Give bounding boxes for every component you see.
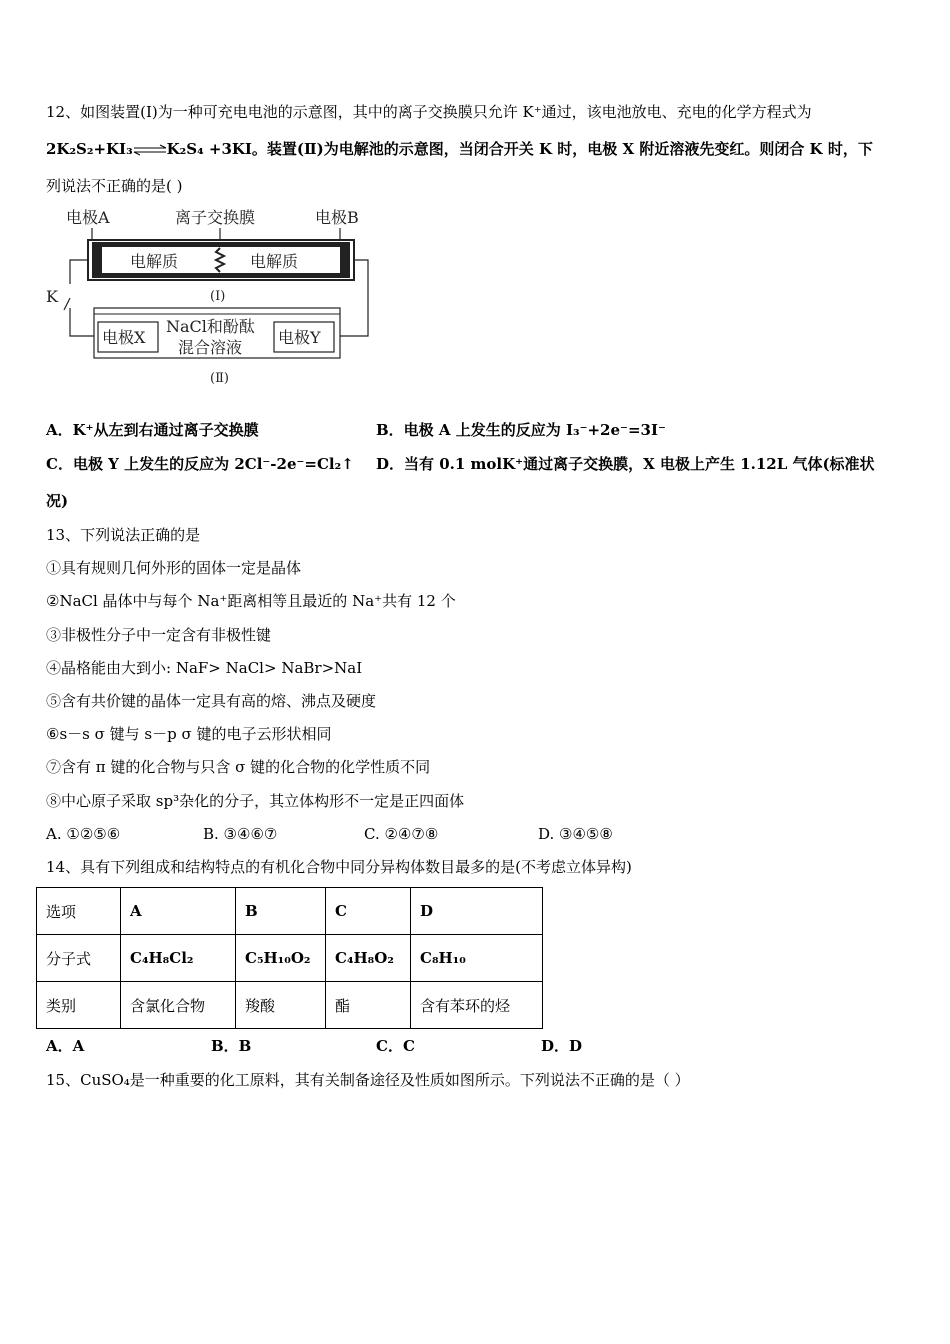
membrane-label: 离子交换膜	[175, 208, 256, 227]
q13-option-b: B. ③④⑥⑦	[203, 825, 278, 843]
electrode-b-label: 电极B	[315, 208, 359, 227]
q14-option-d: D．D	[541, 1037, 583, 1055]
electrode-b	[340, 242, 350, 278]
q12-option-d: D．当有 0.1 molK⁺通过离子交换膜，X 电极上产生 1.12L 气体(标准状	[376, 455, 875, 473]
q12-option-a: A．K⁺从左到右通过离子交换膜	[46, 421, 259, 439]
q14-option-c: C．C	[376, 1037, 415, 1055]
table-cell: D	[411, 888, 543, 935]
table-cell: C₄H₈O₂	[326, 935, 411, 982]
q12-option-b: B．电极 A 上发生的反应为 I₃⁻+2e⁻=3I⁻	[376, 421, 666, 439]
table-cell: C₄H₈Cl₂	[121, 935, 236, 982]
q13-title: 13、下列说法正确的是	[46, 526, 201, 544]
device-1-label: (Ⅰ)	[210, 289, 226, 304]
table-cell: C₅H₁₀O₂	[236, 935, 326, 982]
q13-statement: ⑤含有共价键的晶体一定具有高的熔、沸点及硬度	[46, 692, 377, 710]
table-cell: 酯	[326, 982, 411, 1029]
q13-statement: ①具有规则几何外形的固体一定是晶体	[46, 559, 302, 577]
electrolyte-left-label: 电解质	[130, 252, 179, 271]
q14-option-a: A．A	[46, 1037, 85, 1055]
table-cell: B	[236, 888, 326, 935]
electrode-a	[92, 242, 102, 278]
electrode-a-label: 电极A	[66, 208, 110, 227]
table-cell: 含氯化合物	[121, 982, 236, 1029]
q13-statement: ⑧中心原子采取 sp³杂化的分子，其立体构形不一定是正四面体	[46, 792, 465, 810]
q12-stem-line3: 列说法不正确的是( )	[46, 177, 183, 195]
table-row	[37, 982, 543, 1029]
switch-icon	[64, 298, 70, 310]
electrode-x-label: 电极X	[102, 328, 146, 347]
q14-table	[36, 887, 543, 1029]
q13-statement: ⑦含有 π 键的化合物与只含 σ 键的化合物的化学性质不同	[46, 758, 431, 776]
q13-option-a: A. ①②⑤⑥	[46, 825, 121, 843]
q12-stem-line2	[46, 139, 873, 159]
q13-option-d: D. ③④⑤⑧	[538, 825, 613, 843]
electrolyte-right-label: 电解质	[250, 252, 299, 271]
q15-title: 15、CuSO₄是一种重要的化工原料，其有关制备途径及性质如图所示。下列说法不正确的是（ ）	[46, 1071, 690, 1089]
table-cell: 羧酸	[236, 982, 326, 1029]
table-cell: 选项	[37, 888, 121, 935]
q13-option-c: C. ②④⑦⑧	[364, 825, 439, 843]
q12-apparatus-diagram	[44, 204, 374, 394]
q12-option-c: C．电极 Y 上发生的反应为 2Cl⁻-2e⁻=Cl₂↑	[46, 455, 354, 473]
q13-statement: ②NaCl 晶体中与每个 Na⁺距离相等且最近的 Na⁺共有 12 个	[46, 592, 456, 610]
electrode-y-label: 电极Y	[278, 328, 321, 347]
q12-equation-left: 2K₂S₂+KI₃	[46, 140, 133, 158]
table-row	[37, 935, 543, 982]
q13-statement: ④晶格能由大到小: NaF> NaCl> NaBr>NaI	[46, 659, 363, 677]
switch-k-label: K	[46, 287, 58, 306]
table-cell: 类别	[37, 982, 121, 1029]
table-cell: 分子式	[37, 935, 121, 982]
q12-stem-line1: 12、如图装置(Ⅰ)为一种可充电电池的示意图，其中的离子交换膜只允许 K⁺通过，该电池放电、充电的化学方程式为	[46, 103, 812, 121]
table-cell: C₈H₁₀	[411, 935, 543, 982]
table-cell: 含有苯环的烃	[411, 982, 543, 1029]
q13-statement: ⑥s－s σ 键与 s－p σ 键的电子云形状相同	[46, 725, 332, 743]
solution-label-line2: 混合溶液	[178, 338, 243, 357]
q12-option-d-cont: 况)	[46, 492, 69, 510]
table-cell: A	[121, 888, 236, 935]
q12-equation-right: K₂S₄ +3KI。装置(Ⅱ)为电解池的示意图，当闭合开关 K 时，电极 X 附近溶液先变红。则闭合 K 时，下	[166, 140, 873, 158]
q14-option-b: B．B	[211, 1037, 252, 1055]
reversible-arrows-icon	[133, 144, 167, 156]
table-cell: C	[326, 888, 411, 935]
q13-statement: ③非极性分子中一定含有非极性键	[46, 626, 272, 644]
q14-title: 14、具有下列组成和结构特点的有机化合物中同分异构体数目最多的是(不考虑立体异构)	[46, 858, 632, 876]
device-2-label: (Ⅱ)	[210, 371, 229, 386]
solution-label-line1: NaCl和酚酞	[166, 317, 255, 336]
table-row	[37, 888, 543, 935]
